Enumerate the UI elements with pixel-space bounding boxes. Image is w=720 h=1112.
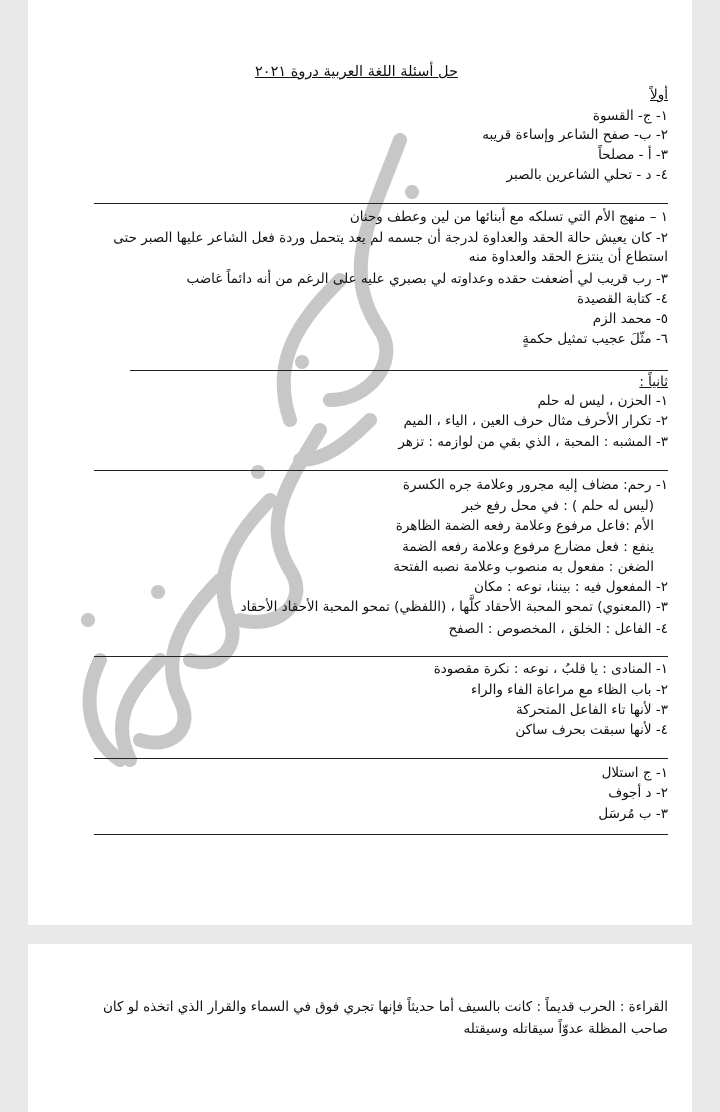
section-heading-first: أولاً bbox=[650, 87, 668, 103]
answer-line: الضغن : مفعول به منصوب وعلامة نصبه الفتحة bbox=[393, 559, 654, 575]
answer-line: ٦- مثّلَ عجيب تمثيل حكمةٍ bbox=[522, 331, 668, 347]
answer-line: ٣- (المعنوي) تمحو المحبة الأحقاد كلَّها ، (اللفظي) تمحو المحبة الأحقاد الأحقاد bbox=[240, 599, 668, 615]
answer-line: ينفع : فعل مضارع مرفوع وعلامة رفعه الضمة bbox=[402, 539, 654, 555]
answer-line: ٢- كان يعيش حالة الحقد والعداوة لدرجة أن جسمه لم يعد يتحمل وردة فعل الشاعر عليها الصبر حتى bbox=[113, 230, 668, 246]
answer-line: ٤- الفاعل : الخلق ، المخصوص : الصفح bbox=[448, 621, 668, 637]
answer-line: ٤- لأنها سبقت بحرف ساكن bbox=[515, 722, 668, 738]
page-title: حل أسئلة اللغة العربية دروة ٢٠٢١ bbox=[255, 64, 458, 80]
section-divider bbox=[94, 834, 668, 835]
answer-line: ١- المنادى : يا قلبُ ، نوعه : نكرة مقصودة bbox=[433, 661, 668, 677]
answer-line: ٢- د أجوف bbox=[608, 785, 668, 801]
section-divider bbox=[94, 203, 668, 204]
answer-line: ١ – منهج الأم التي تسلكه مع أبنائها من لين وعطف وحنان bbox=[349, 209, 668, 225]
answer-line: ٤- كتابة القصيدة bbox=[577, 291, 668, 307]
answer-line: ١- رحم: مضاف إليه مجرور وعلامة جره الكسرة bbox=[402, 477, 668, 493]
answer-line: ٣- رب قريب لي أضعفت حقده وعداوته لي بصبري عليه على الرغم من أنه دائماً غاضب bbox=[186, 271, 668, 287]
answer-line: استطاع أن ينتزع الحقد والعداوة منه bbox=[468, 249, 668, 265]
answer-line: ١- ج- القسوة bbox=[592, 108, 668, 124]
answer-line: ١- الحزن ، ليس له حلم bbox=[537, 393, 668, 409]
answer-line: ٣- أ - مصلحاً bbox=[598, 147, 668, 163]
answer-line: ٤- د - تحلي الشاعرين بالصبر bbox=[506, 167, 668, 183]
answer-line: ٣- ب مُرسَل bbox=[598, 806, 668, 822]
section-divider bbox=[94, 758, 668, 759]
reading-line: صاحب المظلة عدوّاً سيقاتله وسيقتله bbox=[463, 1021, 668, 1037]
answer-line: الأم :فاعل مرفوع وعلامة رفعه الضمة الظاهرة bbox=[395, 518, 654, 534]
answer-line: ٢- المفعول فيه : بيننا، نوعه : مكان bbox=[473, 579, 668, 595]
section-heading-second: ثانياً : bbox=[639, 374, 668, 390]
answer-line: ٥- محمد الزم bbox=[592, 311, 668, 327]
answer-line: ٢- باب الظاء مع مراعاة الفاء والراء bbox=[470, 682, 668, 698]
answer-line: ١- ج استلال bbox=[601, 765, 668, 781]
answer-line: ٣- لأنها تاء الفاعل المتحركة bbox=[516, 702, 668, 718]
section-divider bbox=[130, 370, 668, 371]
answer-line: (ليس له حلم ) : في محل رفع خبر bbox=[462, 498, 654, 514]
section-divider bbox=[94, 470, 668, 471]
answer-line: ٢- تكرار الأحرف مثال حرف العين ، الياء ، الميم bbox=[403, 413, 668, 429]
answer-line: ٣- المشبه : المحبة ، الذي بقي من لوازمه : تزهر bbox=[398, 434, 668, 450]
section-divider bbox=[94, 656, 668, 657]
reading-line: القراءة : الحرب قديماً : كانت بالسيف أما حديثاً فإنها تجري فوق في السماء والقرار الذي اتخذه لو كان bbox=[102, 999, 668, 1015]
answer-line: ٢- ب- صفح الشاعر وإساءة قريبه bbox=[482, 127, 668, 143]
